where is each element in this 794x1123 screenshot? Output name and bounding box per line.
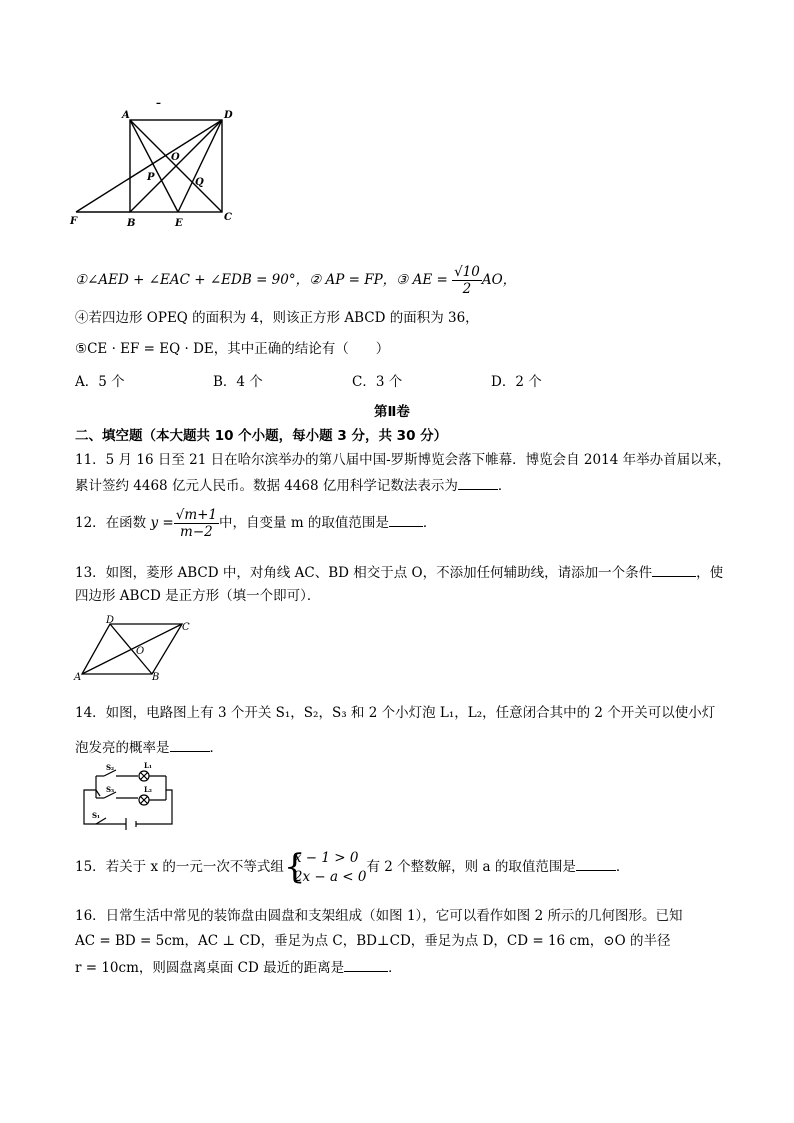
q14-line-2-text: 泡发亮的概率是 bbox=[75, 740, 170, 756]
label-b: B bbox=[127, 218, 136, 229]
outer-wire-left bbox=[84, 776, 126, 824]
q12-line bbox=[75, 507, 436, 540]
brace-icon: { bbox=[283, 846, 306, 887]
label-e: E bbox=[175, 218, 183, 229]
square-figure bbox=[68, 96, 248, 232]
q12-text-b: 中，自变量 m 的取值范围是 bbox=[219, 515, 389, 531]
q11-line-2-text: 累计签约 4468 亿元人民币。数据 4468 亿用科学记数法表示为 bbox=[75, 478, 458, 494]
label-a: A bbox=[74, 672, 82, 683]
label-q: Q bbox=[195, 177, 204, 188]
label-o: O bbox=[136, 646, 145, 657]
q11-line-1: 11．5 月 16 日至 21 日在哈尔滨举办的第八届中国-罗斯博览会落下帷幕．博览会自 2014 年举办首届以来， bbox=[75, 452, 731, 468]
q10-statement-1-text: ①∠AED + ∠EAC + ∠EDB = 90°，② AP = FP，③ AE = bbox=[75, 272, 453, 288]
label-a: A bbox=[122, 110, 130, 121]
q15-answer-blank[interactable] bbox=[576, 857, 616, 871]
q13-line-1 bbox=[75, 563, 723, 582]
q12-function-y: y = bbox=[150, 515, 174, 531]
inequality-system bbox=[283, 846, 367, 887]
q16-end: ． bbox=[388, 960, 402, 976]
label-c: C bbox=[224, 212, 232, 223]
q15-line bbox=[75, 846, 629, 888]
q10-statement-1 bbox=[75, 264, 516, 297]
q10-statement-1-end: AO， bbox=[481, 272, 517, 288]
q14-line-2 bbox=[75, 738, 223, 757]
label-b: B bbox=[152, 672, 160, 683]
q11-answer-blank[interactable] bbox=[458, 476, 498, 490]
q14-end: ． bbox=[209, 740, 223, 756]
label-d: D bbox=[224, 110, 233, 121]
q14-line-1: 14．如图，电路图上有 3 个开关 S₁，S₂，S₃ 和 2 个小灯泡 L₁，L₂，任意闭合其中的 2 个开关可以使小灯 bbox=[75, 705, 716, 721]
q12-answer-blank[interactable] bbox=[389, 513, 423, 527]
q15-text-a: 15．若关于 x 的一元一次不等式组 bbox=[75, 859, 284, 875]
label-s3: S₃ bbox=[106, 785, 115, 794]
diagonal-bd bbox=[110, 624, 152, 674]
label-d: D bbox=[106, 615, 115, 626]
q15-end: ． bbox=[615, 859, 630, 875]
q13-line-1-end: ，使 bbox=[696, 565, 724, 581]
q13-line-1-text: 13．如图，菱形 ABCD 中，对角线 AC、BD 相交于点 O，不添加任何辅助线，请添加一个条件 bbox=[75, 565, 653, 581]
circuit-figure bbox=[78, 762, 178, 830]
rhombus-figure bbox=[70, 614, 200, 684]
q12-fraction bbox=[174, 507, 219, 540]
q15-text-b: 有 2 个整数解，则 a 的取值范围是 bbox=[366, 859, 576, 875]
q13-answer-blank[interactable] bbox=[652, 563, 696, 577]
option-a[interactable]: A．5 个 bbox=[75, 374, 125, 390]
label-l2: L₂ bbox=[144, 785, 152, 794]
q16-line-3-text: r = 10cm，则圆盘离桌面 CD 最近的距离是 bbox=[75, 960, 345, 976]
section-heading: 二、填空题（本大题共 10 个小题，每小题 3 分，共 30 分） bbox=[75, 428, 448, 444]
label-l1: L₁ bbox=[144, 762, 152, 770]
fraction-numerator: √10 bbox=[454, 264, 480, 280]
q16-line-3 bbox=[75, 958, 402, 977]
segment-ae bbox=[130, 120, 178, 212]
q13-line-2: 四边形 ABCD 是正方形（填一个即可）． bbox=[75, 588, 321, 604]
q16-answer-blank[interactable] bbox=[344, 958, 388, 972]
q16-line-2: AC = BD = 5cm，AC ⊥ CD，垂足为点 C，BD⊥CD，垂足为点 D，CD = 16 cm，⊙O 的半径 bbox=[75, 933, 671, 949]
q14-answer-blank[interactable] bbox=[170, 738, 210, 752]
label-c: C bbox=[182, 622, 190, 633]
option-b[interactable]: B．4 个 bbox=[213, 374, 263, 390]
label-o: O bbox=[171, 152, 180, 163]
option-d[interactable]: D．2 个 bbox=[491, 374, 542, 390]
label-s1: S₁ bbox=[92, 811, 101, 820]
q12-numerator: √m+1 bbox=[175, 507, 218, 523]
inequality-1: x − 1 > 0 bbox=[293, 849, 359, 866]
fraction-denominator: 2 bbox=[462, 281, 472, 297]
q16-line-1: 16．日常生活中常见的装饰盘由圆盘和支架组成（如图 1），它可以看作如图 2 所示的几何图形。已知 bbox=[75, 908, 683, 924]
volume-title: 第Ⅱ卷 bbox=[374, 404, 410, 420]
option-c[interactable]: C．3 个 bbox=[352, 374, 403, 390]
label-s2: S₂ bbox=[106, 763, 115, 772]
fraction-sqrt10-over-2 bbox=[452, 264, 482, 297]
q11-line-2 bbox=[75, 476, 511, 495]
q11-end: ． bbox=[497, 478, 512, 494]
q12-text-a: 12．在函数 bbox=[75, 515, 147, 531]
label-p: P bbox=[147, 172, 155, 183]
label-f: F bbox=[70, 216, 78, 227]
q10-statement-4: ④若四边形 OPEQ 的面积为 4，则该正方形 ABCD 的面积为 36， bbox=[75, 310, 479, 326]
label-tick: – bbox=[156, 98, 161, 109]
inequality-2: 2x − a < 0 bbox=[293, 868, 367, 885]
q12-denominator: m−2 bbox=[180, 524, 213, 540]
q10-statement-5: ⑤CE · EF = EQ · DE，其中正确的结论有（ ） bbox=[75, 341, 390, 357]
q12-end: ． bbox=[422, 515, 437, 531]
